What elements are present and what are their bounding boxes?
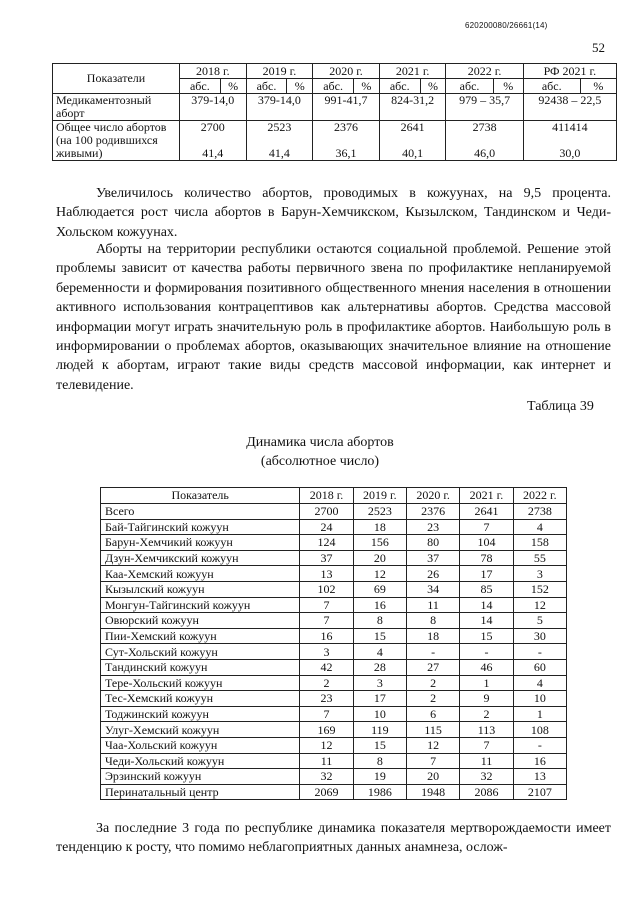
table2-header-cell: 2018 г. bbox=[300, 488, 353, 504]
rate-value: 46,0 bbox=[474, 146, 496, 160]
table2-cell: 12 bbox=[300, 737, 353, 753]
table2-row bbox=[101, 613, 567, 629]
table1-year-header: 2018 г. bbox=[180, 64, 247, 79]
table2-row-label: Эрзинский кожуун bbox=[101, 769, 300, 785]
paragraph: За последние 3 года по республике динамика показателя мертворождаемости имеет тенденцию к росту, что помимо неблагоприятных данных анамнеза, ослож- bbox=[56, 821, 611, 856]
table2-cell: 80 bbox=[407, 535, 460, 551]
page-number: 52 bbox=[592, 40, 605, 55]
table2-row bbox=[101, 691, 567, 707]
table1-year-header: 2019 г. bbox=[246, 64, 313, 79]
table1-year-header: 2021 г. bbox=[379, 64, 446, 79]
table2-cell: 16 bbox=[300, 628, 353, 644]
table2-cell: 2700 bbox=[300, 504, 353, 520]
table2-cell: 85 bbox=[460, 581, 513, 597]
table2-cell: 27 bbox=[407, 659, 460, 675]
table1-subheader-abs: абс. bbox=[446, 79, 493, 94]
abs-value: 2376 bbox=[334, 120, 359, 134]
table2-cell: 3 bbox=[513, 566, 566, 582]
abortion-dynamics-table bbox=[100, 487, 567, 800]
table2-cell: 8 bbox=[353, 753, 406, 769]
table2-row-label: Пии-Хемский кожуун bbox=[101, 628, 300, 644]
abortion-summary-table bbox=[52, 63, 617, 161]
table2-cell: 69 bbox=[353, 581, 406, 597]
table2-row bbox=[101, 675, 567, 691]
table-label: Таблица 39 bbox=[527, 399, 594, 414]
table2-row-label: Бай-Тайгинский кожуун bbox=[101, 519, 300, 535]
rate-value: 36,1 bbox=[335, 146, 357, 160]
label-line: Медикаментозный bbox=[56, 93, 152, 107]
table1-cell: 379-14,0 bbox=[246, 94, 313, 121]
table2-cell: 55 bbox=[513, 550, 566, 566]
table2-cell: 8 bbox=[407, 613, 460, 629]
table2-cell: 2641 bbox=[460, 504, 513, 520]
table2-cell: 42 bbox=[300, 659, 353, 675]
table2-cell: 11 bbox=[407, 597, 460, 613]
paragraph: Увеличилось количество абортов, проводимых в кожуунах, на 9,5 процента. Наблюдается рост числа абортов в Барун-Хемчикском, Кызылском, Тандинском и Чеди-Хольском кожуунах. bbox=[56, 186, 611, 240]
table2-cell: - bbox=[460, 644, 513, 660]
table1-cell: 379-14,0 bbox=[180, 94, 247, 121]
table1-subheader-pct: % bbox=[493, 79, 523, 94]
table2-cell: 11 bbox=[460, 753, 513, 769]
table2-cell: 4 bbox=[513, 675, 566, 691]
table1-subheader-abs: абс. bbox=[246, 79, 287, 94]
table2-cell: 16 bbox=[513, 753, 566, 769]
table2-row bbox=[101, 519, 567, 535]
rate-value: 41,4 bbox=[268, 146, 290, 160]
table2-row-label: Тес-Хемский кожуун bbox=[101, 691, 300, 707]
table2-cell: - bbox=[513, 644, 566, 660]
table2-row-label: Каа-Хемский кожуун bbox=[101, 566, 300, 582]
table2-cell: 1 bbox=[460, 675, 513, 691]
table2-cell: 2086 bbox=[460, 784, 513, 800]
table1-cell: 92438 – 22,5 bbox=[523, 94, 616, 121]
table2-cell: 2523 bbox=[353, 504, 406, 520]
table1-cell bbox=[446, 121, 523, 161]
table2-cell: 18 bbox=[353, 519, 406, 535]
table2-header-cell: 2021 г. bbox=[460, 488, 513, 504]
table2-header-cell: Показатель bbox=[101, 488, 300, 504]
table1-subheader-pct: % bbox=[580, 79, 616, 94]
table1-cell: 824-31,2 bbox=[379, 94, 446, 121]
table2-cell: 169 bbox=[300, 722, 353, 738]
table2-cell: 20 bbox=[407, 769, 460, 785]
table2-row bbox=[101, 628, 567, 644]
table2-row-label: Барун-Хемчикий кожуун bbox=[101, 535, 300, 551]
table2-cell: 3 bbox=[353, 675, 406, 691]
table2-cell: - bbox=[513, 737, 566, 753]
table2-row bbox=[101, 566, 567, 582]
table2-row bbox=[101, 597, 567, 613]
rate-value: 40,1 bbox=[402, 146, 424, 160]
table-subtitle: (абсолютное число) bbox=[260, 454, 380, 469]
table2-cell: 11 bbox=[300, 753, 353, 769]
table1-header-indicators: Показатели bbox=[53, 64, 180, 94]
table2-header-cell: 2019 г. bbox=[353, 488, 406, 504]
rate-value: 30,0 bbox=[559, 146, 581, 160]
table2-row-label: Монгун-Тайгинский кожуун bbox=[101, 597, 300, 613]
table2-cell: 23 bbox=[300, 691, 353, 707]
table2-cell: 46 bbox=[460, 659, 513, 675]
table2-row bbox=[101, 706, 567, 722]
table2-cell: 8 bbox=[353, 613, 406, 629]
table-title: Динамика числа абортов bbox=[246, 435, 394, 450]
table2-cell: 113 bbox=[460, 722, 513, 738]
table2-cell: 119 bbox=[353, 722, 406, 738]
table2-row-label: Дзун-Хемчикский кожуун bbox=[101, 550, 300, 566]
abs-value: 2523 bbox=[267, 120, 292, 134]
table1-cell bbox=[180, 121, 247, 161]
table2-cell: - bbox=[407, 644, 460, 660]
table1-subheader-abs: абс. bbox=[379, 79, 420, 94]
table2-body bbox=[101, 504, 567, 800]
table2-cell: 7 bbox=[300, 613, 353, 629]
table1-cell bbox=[246, 121, 313, 161]
table1-cell: 979 – 35,7 bbox=[446, 94, 523, 121]
table2-cell: 1986 bbox=[353, 784, 406, 800]
table2-cell: 4 bbox=[353, 644, 406, 660]
table2-cell: 78 bbox=[460, 550, 513, 566]
table2-cell: 12 bbox=[407, 737, 460, 753]
table2-row bbox=[101, 535, 567, 551]
table2-cell: 2 bbox=[460, 706, 513, 722]
table2-cell: 7 bbox=[300, 706, 353, 722]
table2-cell: 7 bbox=[407, 753, 460, 769]
table2-cell: 7 bbox=[300, 597, 353, 613]
table2-header-cell: 2020 г. bbox=[407, 488, 460, 504]
table2-cell: 5 bbox=[513, 613, 566, 629]
table2-row bbox=[101, 644, 567, 660]
table2-cell: 20 bbox=[353, 550, 406, 566]
table1-cell bbox=[523, 121, 616, 161]
table1-cell: 991-41,7 bbox=[313, 94, 380, 121]
table2-cell: 30 bbox=[513, 628, 566, 644]
table2-cell: 16 bbox=[353, 597, 406, 613]
label-line: аборт bbox=[56, 106, 85, 120]
table2-cell: 10 bbox=[353, 706, 406, 722]
table2-row bbox=[101, 769, 567, 785]
table2-row bbox=[101, 737, 567, 753]
table1-subheader-pct: % bbox=[420, 79, 446, 94]
table2-cell: 2 bbox=[407, 691, 460, 707]
table2-cell: 19 bbox=[353, 769, 406, 785]
table2-cell: 14 bbox=[460, 597, 513, 613]
table2-cell: 60 bbox=[513, 659, 566, 675]
table2-cell: 13 bbox=[300, 566, 353, 582]
table2-cell: 14 bbox=[460, 613, 513, 629]
table2-cell: 1948 bbox=[407, 784, 460, 800]
table2-cell: 108 bbox=[513, 722, 566, 738]
table2-row-label: Улуг-Хемский кожуун bbox=[101, 722, 300, 738]
table1-year-header: 2020 г. bbox=[313, 64, 380, 79]
table2-cell: 28 bbox=[353, 659, 406, 675]
abs-value: 2738 bbox=[472, 120, 497, 134]
table2-header-row bbox=[101, 488, 567, 504]
table2-cell: 2 bbox=[407, 675, 460, 691]
table2-cell: 15 bbox=[353, 628, 406, 644]
table2-cell: 2738 bbox=[513, 504, 566, 520]
table1-subheader-abs: абс. bbox=[180, 79, 221, 94]
table2-cell: 23 bbox=[407, 519, 460, 535]
table1-row-label bbox=[53, 94, 180, 121]
table2-cell: 2 bbox=[300, 675, 353, 691]
table1-subheader-pct: % bbox=[353, 79, 379, 94]
table2-row-label: Чаа-Хольский кожуун bbox=[101, 737, 300, 753]
table2-row-label: Чеди-Хольский кожуун bbox=[101, 753, 300, 769]
table2-cell: 102 bbox=[300, 581, 353, 597]
table1-cell bbox=[313, 121, 380, 161]
table2-cell: 12 bbox=[513, 597, 566, 613]
table2-cell: 124 bbox=[300, 535, 353, 551]
table2-row-label: Тандинский кожуун bbox=[101, 659, 300, 675]
table2-cell: 12 bbox=[353, 566, 406, 582]
table2-cell: 15 bbox=[460, 628, 513, 644]
table2-cell: 37 bbox=[300, 550, 353, 566]
table2-cell: 10 bbox=[513, 691, 566, 707]
label-line: живыми) bbox=[56, 146, 103, 160]
table1-year-header: РФ 2021 г. bbox=[523, 64, 616, 79]
abs-value: 411414 bbox=[552, 120, 588, 134]
table2-cell: 3 bbox=[300, 644, 353, 660]
table2-cell: 18 bbox=[407, 628, 460, 644]
table2-cell: 2069 bbox=[300, 784, 353, 800]
table2-row bbox=[101, 659, 567, 675]
table2-cell: 24 bbox=[300, 519, 353, 535]
table2-cell: 6 bbox=[407, 706, 460, 722]
table1-row-medication-abortion bbox=[53, 94, 617, 121]
table2-cell: 37 bbox=[407, 550, 460, 566]
label-line: (на 100 родившихся bbox=[56, 133, 158, 147]
table2-header-cell: 2022 г. bbox=[513, 488, 566, 504]
table2-cell: 32 bbox=[460, 769, 513, 785]
table2-cell: 2376 bbox=[407, 504, 460, 520]
table2-cell: 17 bbox=[353, 691, 406, 707]
table2-cell: 115 bbox=[407, 722, 460, 738]
table2-cell: 158 bbox=[513, 535, 566, 551]
table2-cell: 9 bbox=[460, 691, 513, 707]
table2-cell: 34 bbox=[407, 581, 460, 597]
table2-row-label: Тоджинский кожуун bbox=[101, 706, 300, 722]
table1-subheader-pct: % bbox=[287, 79, 313, 94]
table2-row-label: Перинатальный центр bbox=[101, 784, 300, 800]
table2-row bbox=[101, 581, 567, 597]
table2-cell: 4 bbox=[513, 519, 566, 535]
table2-row-label: Сут-Хольский кожуун bbox=[101, 644, 300, 660]
table2-row bbox=[101, 550, 567, 566]
table2-cell: 104 bbox=[460, 535, 513, 551]
table2-row bbox=[101, 784, 567, 800]
table1-subheader-abs: абс. bbox=[313, 79, 354, 94]
table2-cell: 7 bbox=[460, 519, 513, 535]
table1-subheader-pct: % bbox=[220, 79, 246, 94]
table2-cell: 156 bbox=[353, 535, 406, 551]
table2-row bbox=[101, 753, 567, 769]
table2-cell: 152 bbox=[513, 581, 566, 597]
rate-value: 41,4 bbox=[202, 146, 224, 160]
table1-row-total-abortions bbox=[53, 121, 617, 161]
table2-cell: 32 bbox=[300, 769, 353, 785]
table1-row-label bbox=[53, 121, 180, 161]
table2-cell: 7 bbox=[460, 737, 513, 753]
table1-year-header: 2022 г. bbox=[446, 64, 523, 79]
table2-cell: 2107 bbox=[513, 784, 566, 800]
abs-value: 2700 bbox=[200, 120, 225, 134]
table2-cell: 1 bbox=[513, 706, 566, 722]
table2-cell: 17 bbox=[460, 566, 513, 582]
table2-row bbox=[101, 504, 567, 520]
table2-cell: 13 bbox=[513, 769, 566, 785]
table2-row-label: Всего bbox=[101, 504, 300, 520]
abs-value: 2641 bbox=[400, 120, 425, 134]
table2-cell: 15 bbox=[353, 737, 406, 753]
label-line: Общее число абортов bbox=[56, 120, 167, 134]
table1-cell bbox=[379, 121, 446, 161]
table2-row-label: Тере-Хольский кожуун bbox=[101, 675, 300, 691]
table2-cell: 26 bbox=[407, 566, 460, 582]
document-id: 620200080/26661(14) bbox=[465, 21, 548, 30]
paragraph: Аборты на территории республики остаются социальной проблемой. Решение этой проблемы зависит от качества работы первичного звена по профилактике непланируемой беременности и формирования позитивного общественного мнения населения в отношении активного использования контрацептивов как альтернативы абортов. Средства массовой информации могут играть значительную роль в профилактике абортов. Наибольшую роль в информировании о проблемах абортов, оказывающих значительное влияние на отношение людей к абортам, играют такие виды средств массовой информации, как интернет и телевидение. bbox=[56, 242, 611, 393]
table1-subheader-abs: абс. bbox=[523, 79, 580, 94]
table2-row-label: Кызылский кожуун bbox=[101, 581, 300, 597]
table2-row-label: Овюрский кожуун bbox=[101, 613, 300, 629]
table2-row bbox=[101, 722, 567, 738]
